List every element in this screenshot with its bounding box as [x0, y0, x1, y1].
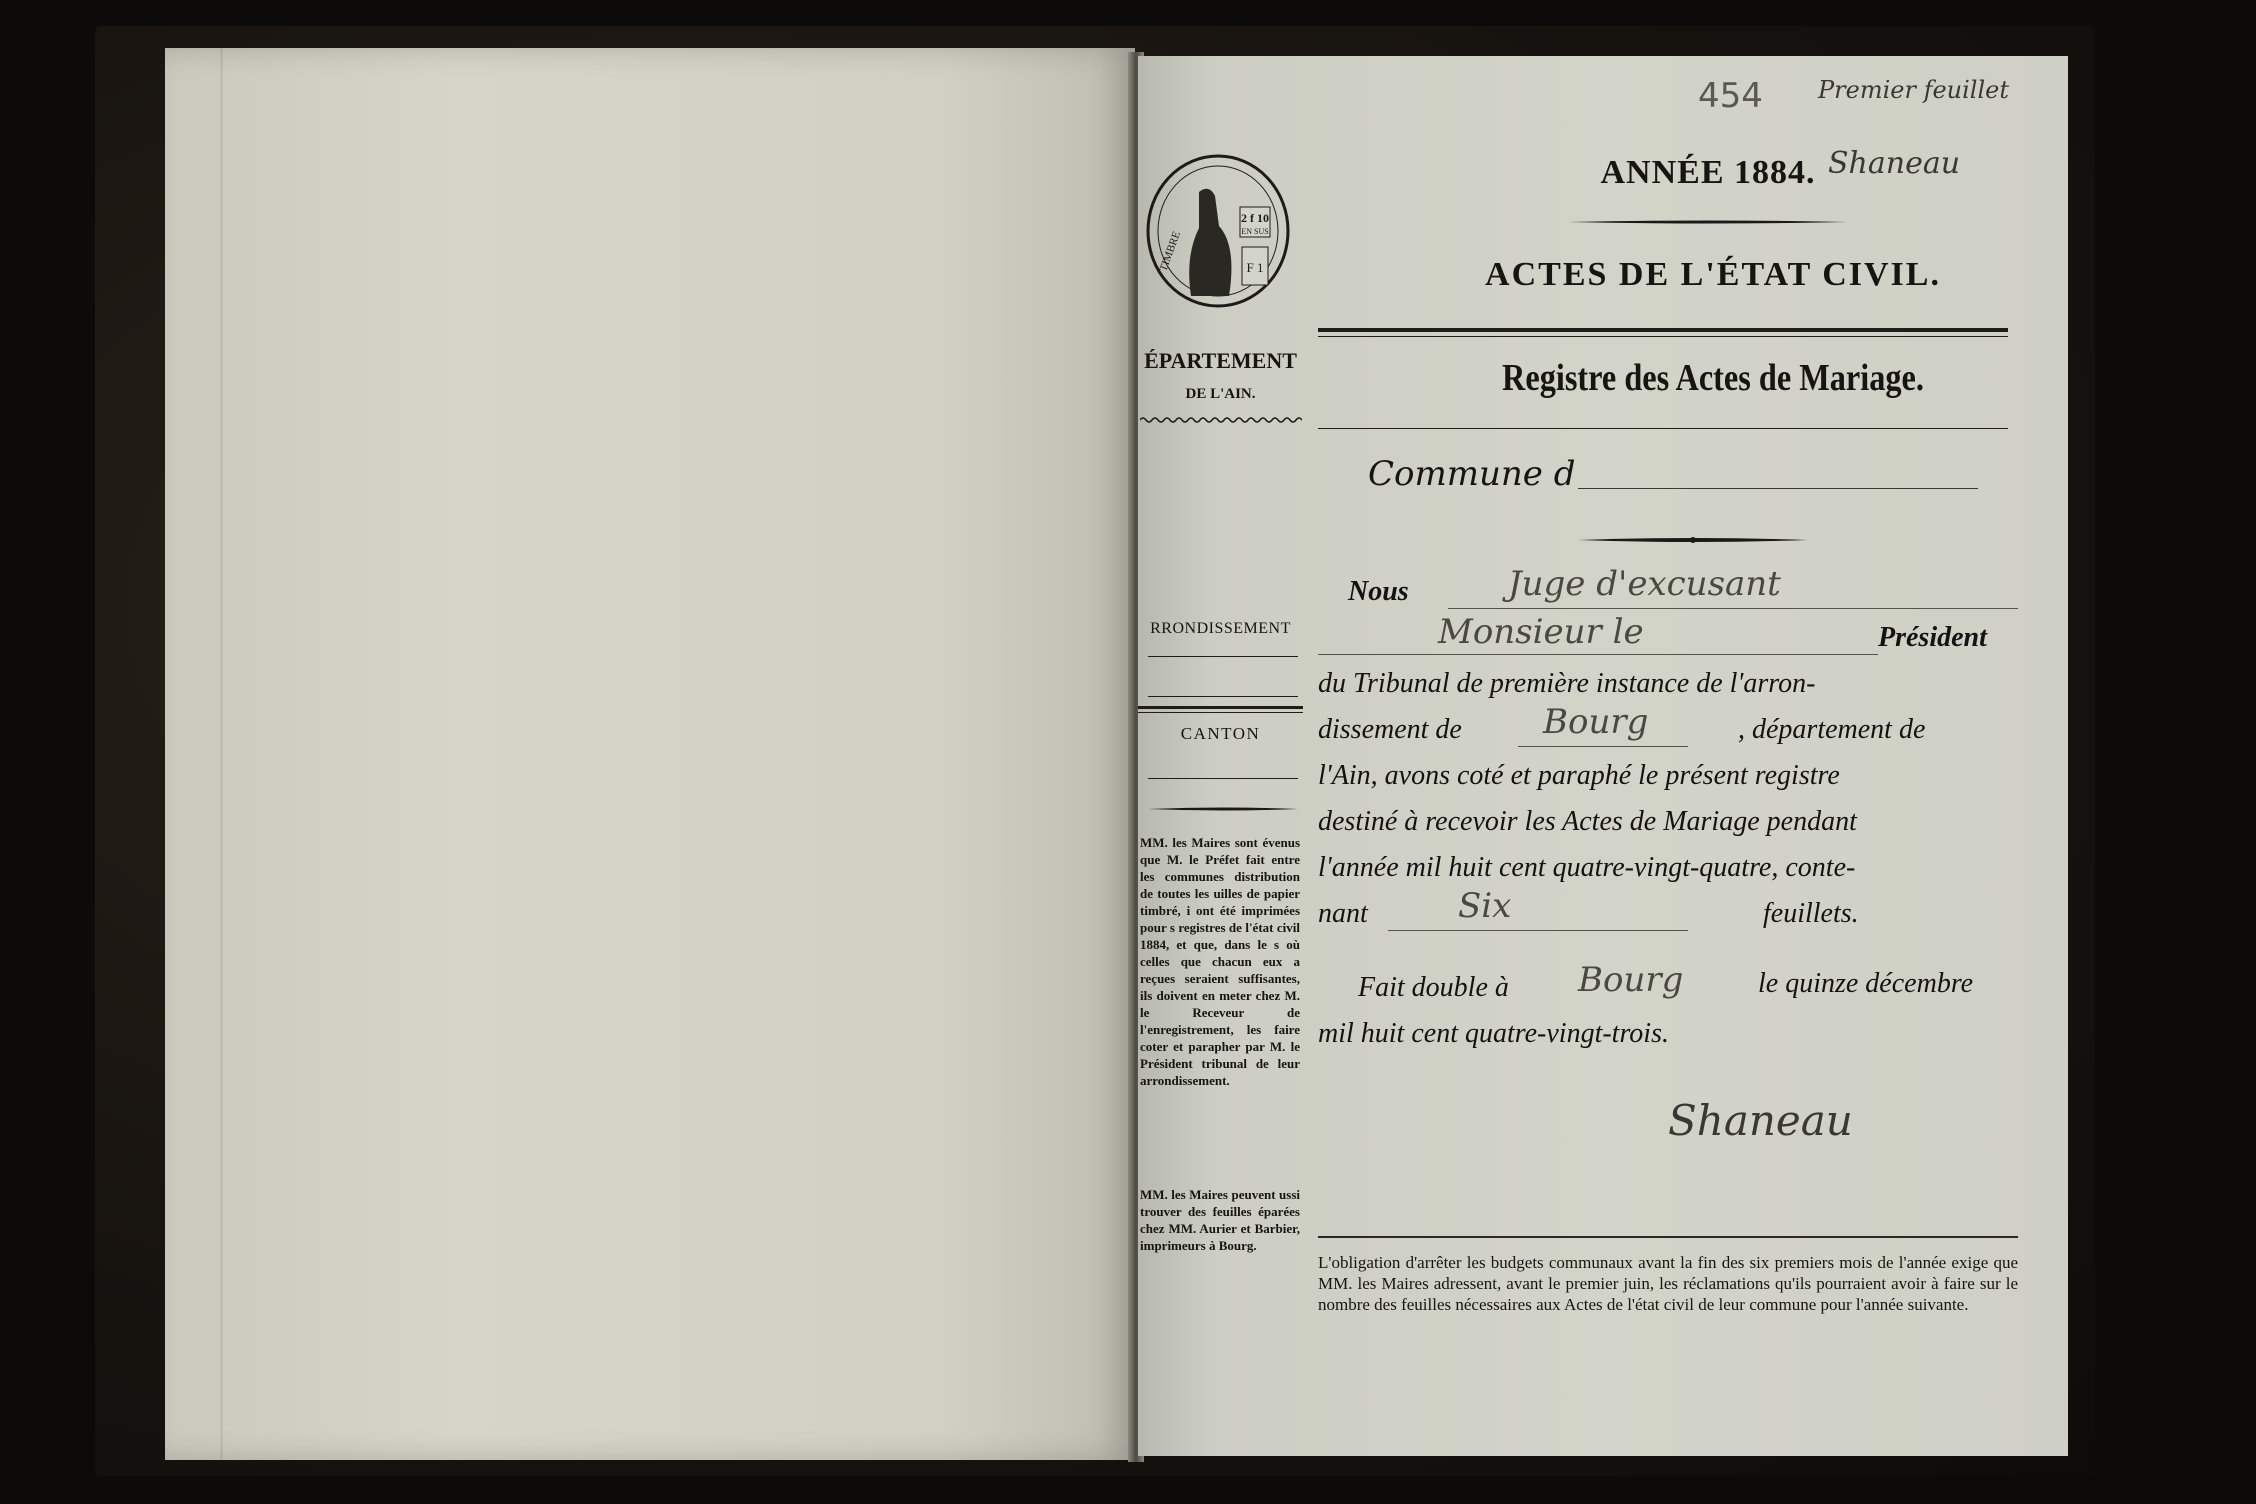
stamp-en-sus: EN SUS — [1241, 227, 1269, 236]
handwritten-six: Six — [1458, 886, 1512, 926]
left-blank-page — [165, 48, 1135, 1460]
handwritten-bourg-2: Bourg — [1578, 960, 1684, 1000]
departement-label: ÉPARTEMENT — [1144, 348, 1297, 373]
stamp-price: 2 f 10 — [1241, 211, 1269, 225]
year-heading: ANNÉE 1884. — [1600, 154, 1816, 191]
president-signature: Shaneau — [1668, 1096, 1853, 1145]
departement-ain: DE L'AIN. — [1185, 386, 1256, 402]
page-edge-shadow — [220, 48, 223, 1460]
sidebar-rule-5 — [1148, 778, 1298, 779]
text-line-8: mil huit cent quatre-vingt-trois. — [1318, 1018, 1669, 1049]
timbre-stamp — [1144, 152, 1292, 310]
handwritten-premier-feuillet: Premier feuillet — [1818, 76, 2009, 104]
sidebar-rule-4 — [1138, 712, 1303, 713]
pencil-page-number: 454 — [1698, 76, 1763, 116]
text-line-2b: , département de — [1738, 714, 1926, 745]
nous-label: Nous — [1348, 576, 1409, 607]
handwritten-monsieur: Monsieur le — [1438, 612, 1644, 652]
ornament-rule-2 — [1578, 536, 1808, 544]
sidebar-note-imprimeurs: MM. les Maires peuvent ussi trouver des feuilles éparées chez MM. Aurier et Barbier, imprimeurs à Bourg. — [1140, 1187, 1300, 1253]
double-rule-top — [1318, 328, 2008, 332]
wavy-rule — [1140, 416, 1302, 424]
fill-line-monsieur — [1318, 654, 1878, 655]
stamp-border-text: TIMBRE — [1157, 229, 1184, 274]
sidebar-note-maires: MM. les Maires sont évenus que M. le Préfet fait entre les communes distribution de toutes les uilles de papier timbré, i ont été imprimées pour s registres de l'état civil 1884, et que, dans le s où celles que chacun eux a reçues seraient suffisantes, ils doivent en meter chez M. le Receveur de l'enregistrement, les faire coter et parapher par M. le Président tribunal de leur arrondissement. — [1140, 835, 1300, 1088]
top-signature: Shaneau — [1828, 146, 1961, 181]
fill-line-six — [1388, 930, 1688, 931]
fill-line-bourg-1 — [1518, 746, 1688, 747]
ornament-rule-1 — [1568, 220, 1848, 224]
registre-title: Registre des Actes de Mariage. — [1502, 357, 1924, 399]
text-line-5: l'année mil huit cent quatre-vingt-quatre, conte- — [1318, 852, 1856, 883]
text-line-6a: nant — [1318, 898, 1368, 929]
text-line-1: du Tribunal de première instance de l'arron- — [1318, 668, 1816, 699]
registre-underline — [1318, 428, 2008, 429]
text-line-4: destiné à recevoir les Actes de Mariage pendant — [1318, 806, 1857, 837]
text-line-2a: dissement de — [1318, 714, 1462, 745]
double-rule-bottom — [1318, 336, 2008, 337]
footer-rule — [1318, 1236, 2018, 1238]
sidebar-rule-2 — [1148, 696, 1298, 697]
commune-label: Commune d — [1368, 454, 1576, 494]
handwritten-bourg-1: Bourg — [1543, 702, 1649, 742]
stamp-lower: F 1 — [1246, 260, 1264, 275]
sidebar-rule-3 — [1138, 706, 1303, 709]
text-line-3: l'Ain, avons coté et paraphé le présent registre — [1318, 760, 1840, 791]
text-line-6b: feuillets. — [1763, 898, 1859, 929]
canton-label: CANTON — [1180, 724, 1261, 743]
fill-line-juge — [1448, 608, 2018, 609]
fait-double-label: Fait double à — [1358, 972, 1509, 1003]
commune-fill-line — [1578, 488, 1978, 489]
actes-heading: ACTES DE L'ÉTAT CIVIL. — [1485, 256, 1941, 293]
arrondissement-label: RRONDISSEMENT — [1150, 620, 1291, 637]
sidebar-ornament — [1148, 806, 1298, 812]
president-label: Président — [1878, 622, 1987, 653]
sidebar-rule-1 — [1148, 656, 1298, 657]
date-text: le quinze décembre — [1758, 968, 1974, 999]
register-title-page — [1138, 56, 2068, 1456]
handwritten-juge: Juge d'excusant — [1508, 564, 1781, 604]
footer-note: L'obligation d'arrêter les budgets communaux avant la fin des six premiers mois de l'année exige que MM. les Maires adressent, avant le premier juin, les réclamations qu'ils pourraient avoir à faire sur le nombre des feuilles nécessaires aux Actes de l'état civil de leur commune pour l'année suivante. — [1318, 1253, 2018, 1314]
